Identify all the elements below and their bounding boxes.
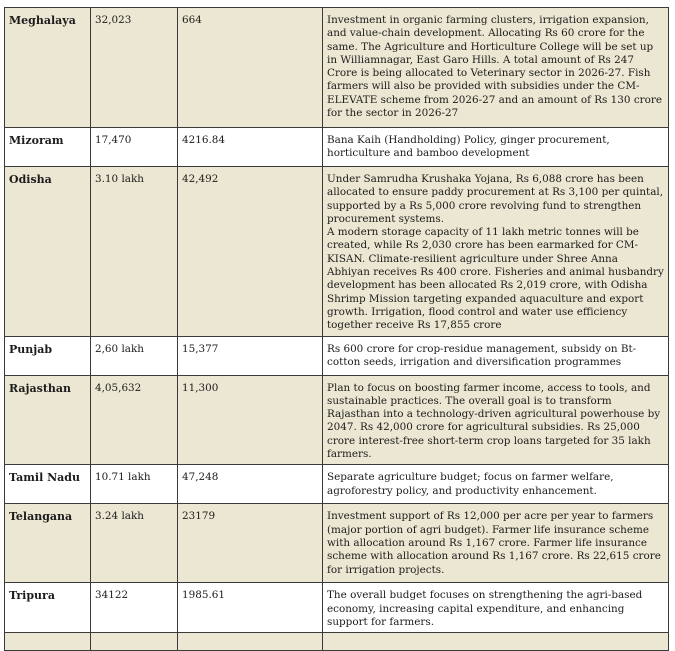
allocation-cell: 11,300: [178, 375, 323, 465]
farmers-cell: 3.10 lakh: [91, 167, 178, 337]
state-cell: Telangana: [5, 504, 91, 583]
description-cell: [323, 465, 669, 504]
table-row-partial: [5, 633, 669, 651]
table-row: [5, 465, 669, 504]
farmers-cell: 32,023: [91, 8, 178, 128]
description-paragraph: Investment support of Rs 12,000 per acre per year to farmers (major portion of agri budget). Farmer life insurance scheme with allocation around Rs 1,167 crore. Farmer life insurance scheme with allocation around Rs 1,167 crore. Rs 22,615 crore for irrigation projects.: [327, 510, 661, 576]
empty-cell: [91, 633, 178, 651]
table-row: [5, 8, 669, 128]
table-row: [5, 167, 669, 337]
table-row: [5, 583, 669, 633]
empty-cell: [323, 633, 669, 651]
farmers-cell: 17,470: [91, 128, 178, 167]
description-cell: [323, 8, 669, 128]
description-paragraph: Rs 600 crore for crop-residue management, subsidy on Bt-cotton seeds, irrigation and diversification programmes: [327, 342, 637, 368]
state-cell: Rajasthan: [5, 375, 91, 465]
description-paragraph: Separate agriculture budget; focus on farmer welfare, agroforestry policy, and productivity enhancement.: [327, 471, 614, 497]
farmers-cell: 34122: [91, 583, 178, 633]
description-cell: [323, 128, 669, 167]
farmers-cell: 2,60 lakh: [91, 336, 178, 375]
allocation-cell: 47,248: [178, 465, 323, 504]
table-body: [5, 8, 669, 651]
description-cell: [323, 504, 669, 583]
description-cell: [323, 336, 669, 375]
description-cell: [323, 583, 669, 633]
state-cell: Tripura: [5, 583, 91, 633]
farmers-cell: 4,05,632: [91, 375, 178, 465]
description-paragraph: Plan to focus on boosting farmer income, access to tools, and sustainable practices. The overall goal is to transform Rajasthan into a technology-driven agricultural powerhouse by 2047. Rs 42,000 crore for agricultural subsidies. Rs 25,000 crore interest-free short-term crop loans targeted for 35 lakh farmers.: [327, 381, 661, 461]
description-cell: [323, 375, 669, 465]
allocation-cell: 42,492: [178, 167, 323, 337]
description-paragraph: Investment in organic farming clusters, irrigation expansion, and value-chain development. Allocating Rs 60 crore for the same. The Agriculture and Horticulture College will be set up in Williamnagar, East Garo Hills. A total amount of Rs 247 Crore is being allocated to Veterinary sector in 2026-27. Fish farmers will also be provided with subsidies under the CM-ELEVATE scheme from 2026-27 and an amount of Rs 130 crore for the sector in 2026-27: [327, 14, 662, 120]
allocation-cell: 664: [178, 8, 323, 128]
empty-cell: [178, 633, 323, 651]
allocation-cell: 23179: [178, 504, 323, 583]
state-agri-budget-table: [4, 7, 669, 651]
description-cell: [323, 167, 669, 337]
table-row: [5, 128, 669, 167]
description-paragraph: Under Samrudha Krushaka Yojana, Rs 6,088 crore has been allocated to ensure paddy procurement at Rs 3,100 per quintal, supported by a Rs 5,000 crore revolving fund to strengthen procurement systems.: [327, 173, 664, 225]
farmers-cell: 3.24 lakh: [91, 504, 178, 583]
description-paragraph: Bana Kaih (Handholding) Policy, ginger procurement, horticulture and bamboo development: [327, 134, 610, 160]
description-paragraph: A modern storage capacity of 11 lakh metric tonnes will be created, while Rs 2,030 crore has been earmarked for CM-KISAN. Climate-resilient agriculture under Shree Anna Abhiyan receives Rs 400 crore. Fisheries and animal husbandry development has been allocated Rs 2,019 crore, with Odisha Shrimp Mission targeting expanded aquaculture and export growth. Irrigation, flood control and water use efficiency together receive Rs 17,855 crore: [327, 226, 664, 332]
state-cell: Odisha: [5, 167, 91, 337]
state-cell: Punjab: [5, 336, 91, 375]
allocation-cell: 15,377: [178, 336, 323, 375]
table-row: [5, 375, 669, 465]
empty-cell: [5, 633, 91, 651]
allocation-cell: 4216.84: [178, 128, 323, 167]
table-row: [5, 504, 669, 583]
state-cell: Mizoram: [5, 128, 91, 167]
table-row: [5, 336, 669, 375]
description-paragraph: The overall budget focuses on strengthening the agri-based economy, increasing capital expenditure, and enhancing support for farmers.: [327, 589, 643, 628]
allocation-cell: 1985.61: [178, 583, 323, 633]
state-cell: Tamil Nadu: [5, 465, 91, 504]
farmers-cell: 10.71 lakh: [91, 465, 178, 504]
state-cell: Meghalaya: [5, 8, 91, 128]
